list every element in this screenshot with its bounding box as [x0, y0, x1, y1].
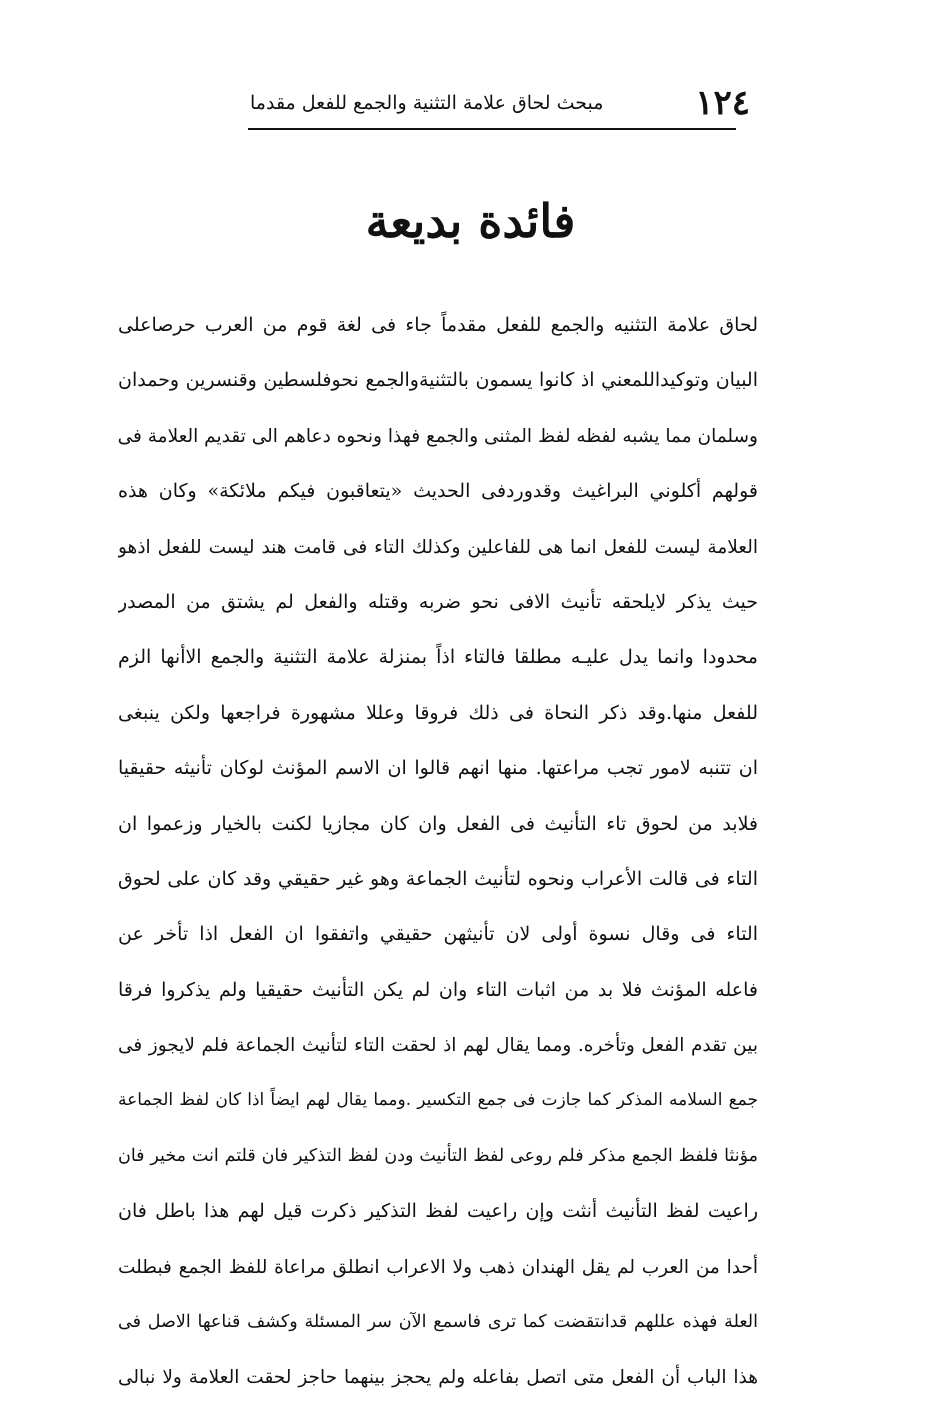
text-line: حيث يذكر لايلحقه تأنيث الافى نحو ضربه وقتله والفعل لم يشتق من المصدر — [118, 590, 758, 613]
body-text — [118, 298, 758, 1406]
text-line: راعيت لفظ التأنيث أنثت وإن راعيت لفظ التذكير ذكرت قيل لهم هذا باطل فان — [118, 1200, 758, 1223]
text-line: لحاق علامة التثنيه والجمع للفعل مقدماً جاء فى لغة قوم من العرب حرصاعلى — [118, 314, 758, 336]
text-line: بين تقدم الفعل وتأخره. ومما يقال لهم اذ لحقت التاء لتأنيث الجماعة فلم لايجوز فى — [118, 1035, 758, 1057]
text-line: وسلمان مما يشبه لفظه لفظ المثنى والجمع فهذا ونحوه دعاهم الى تقديم العلامة فى — [118, 425, 758, 447]
page-number: ١٢٤ — [695, 83, 750, 123]
text-line: البيان وتوكيداللمعني اذ كانوا يسمون بالتثنيةوالجمع نحوفلسطين وقنسرين وحمدان — [118, 369, 758, 392]
text-line: جمع السلامه المذكر كما جازت فى جمع التكسير .ومما يقال لهم ايضاً اذا كان لفظ الجماعة — [118, 1090, 758, 1111]
text-line: فلابد من لحوق تاء التأنيث فى الفعل وان كان مجازيا لكنت بالخيار وزعموا ان — [118, 812, 758, 835]
text-line: هذا الباب أن الفعل متى اتصل بفاعله ولم يحجز بينهما حاجز لحقت العلامة ولا نبالى — [118, 1367, 758, 1389]
text-line: فاعله المؤنث فلا بد من اثبات التاء وان لم يكن التأنيث حقيقيا ولم يذكروا فرقا — [118, 978, 758, 1001]
text-line: أحدا من العرب لم يقل الهندان ذهب ولا الاعراب انطلق مراعاة للفظ الجمع فبطلت — [118, 1256, 758, 1278]
text-line: للفعل منها.وقد ذكر النحاة فى ذلك فروقا وعللا مشهورة فراجعها ولكن ينبغى — [118, 701, 758, 724]
running-title: مبحث لحاق علامة التثنية والجمع للفعل مقدما — [250, 92, 604, 114]
text-line: ان تتنبه لامور تجب مراعتها. منها انهم قالوا ان الاسم المؤنث لوكان تأنيثه حقيقيا — [118, 757, 758, 780]
text-line: التاء فى قالت الأعراب ونحوه لتأنيث الجماعة وهو غير حقيقي وقد كان على لحوق — [118, 867, 758, 890]
text-line: مؤنثا فلفظ الجمع مذكر فلم روعى لفظ التأنيث ودن لفظ التذكير فان قلتم انت مخير فان — [118, 1145, 758, 1166]
text-line: قولهم أكلوني البراغيث وقدوردفى الحديث «يتعاقبون فيكم ملائكة» وكان هذه — [118, 480, 758, 503]
section-title: فائدة بديعة — [365, 194, 576, 248]
text-line: العلة فهذه عللهم قدانتقضت كما ترى فاسمع الآن سر المسئلة وكشف قناعها الاصل فى — [118, 1312, 758, 1333]
text-line: التاء فى وقال نسوة أولى لان تأنيثهن حقيقي واتفقوا ان الفعل اذا تأخر عن — [118, 923, 758, 946]
text-line: العلامة ليست للفعل انما هى للفاعلين وكذلك التاء فى قامت هند ليست للفعل اذهو — [118, 536, 758, 558]
running-head — [250, 78, 750, 128]
header-rule — [248, 128, 736, 130]
text-line: محدودا وانما يدل عليـه مطلقا فالتاء اذاً بمنزلة علامة التثنية والجمع الاأنها الزم — [118, 646, 758, 669]
